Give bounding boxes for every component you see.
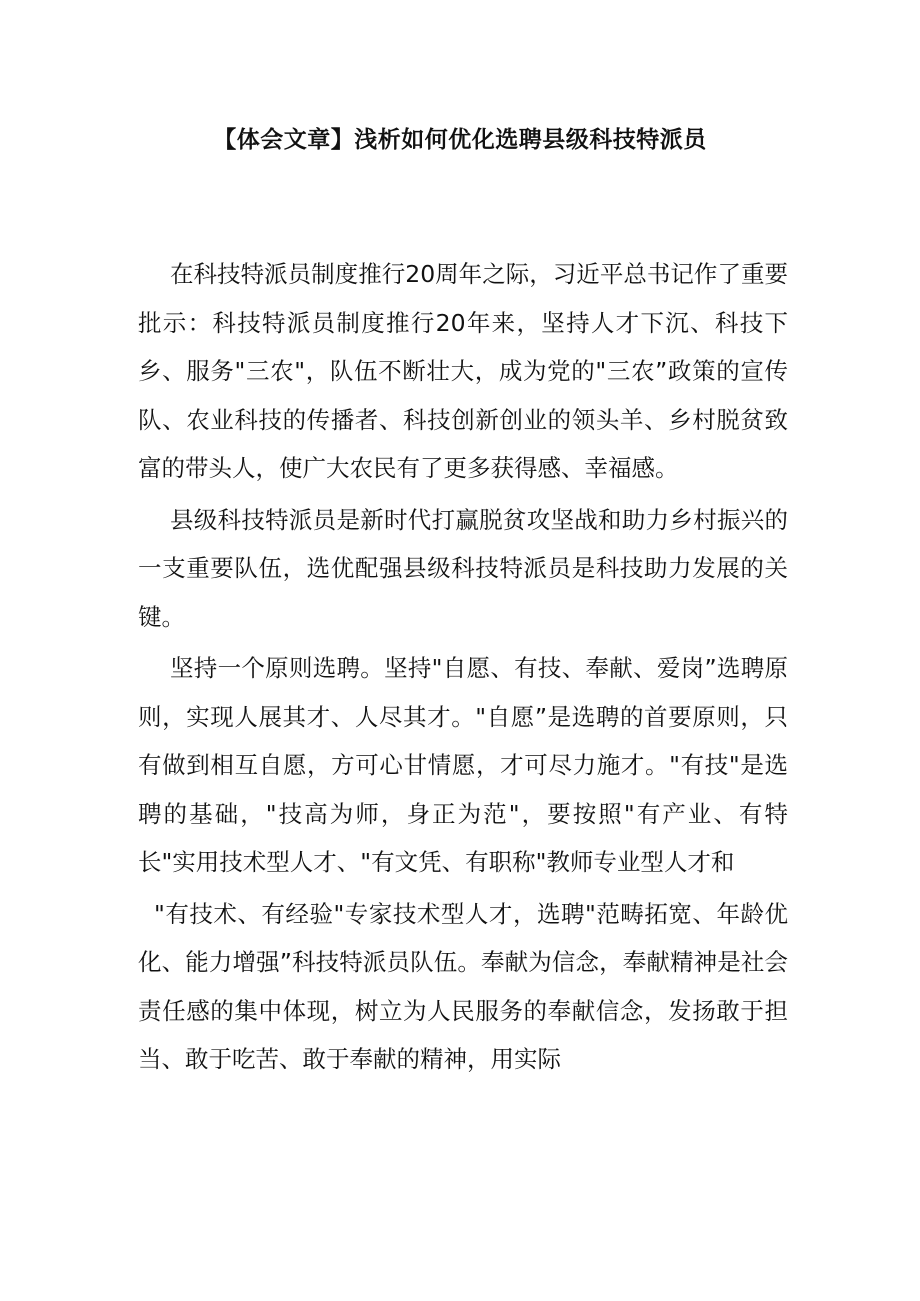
document-title: 【体会文章】浅析如何优化选聘县级科技特派员 (213, 127, 707, 153)
document-body (138, 250, 788, 1087)
paragraph-4: "有技术、有经验"专家技术型人才，选聘"范畴拓宽、年龄优化、能力增强”科技特派员队伍。奉献为信念，奉献精神是社会责任感的集中体现，树立为人民服务的奉献信念，发扬敢于担当、敢于吃苦、敢于奉献的精神，用实际 (138, 899, 788, 1073)
paragraph-2: 县级科技特派员是新时代打赢脱贫攻坚战和助力乡村振兴的一支重要队伍，选优配强县级科技特派员是科技助力发展的关键。 (138, 505, 788, 631)
paragraph-3: 坚持一个原则选聘。坚持"自愿、有技、奉献、爱岗”选聘原则，实现人展其才、人尽其才。"自愿”是选聘的首要原则，只有做到相互自愿，方可心甘情愿，才可尽力施才。"有技"是选聘的基础，"技高为师，身正为范"，要按照"有产业、有特长"实用技术型人才、"有文凭、有职称"教师专业型人才和 (138, 654, 788, 876)
paragraph-1: 在科技特派员制度推行20周年之际，习近平总书记作了重要批示：科技特派员制度推行20年来，坚持人才下沉、科技下乡、服务"三农"，队伍不断壮大，成为党的"三农”政策的宣传队、农业科技的传播者、科技创新创业的领头羊、乡村脱贫致富的带头人，使广大农民有了更多获得感、幸福感。 (138, 260, 788, 482)
